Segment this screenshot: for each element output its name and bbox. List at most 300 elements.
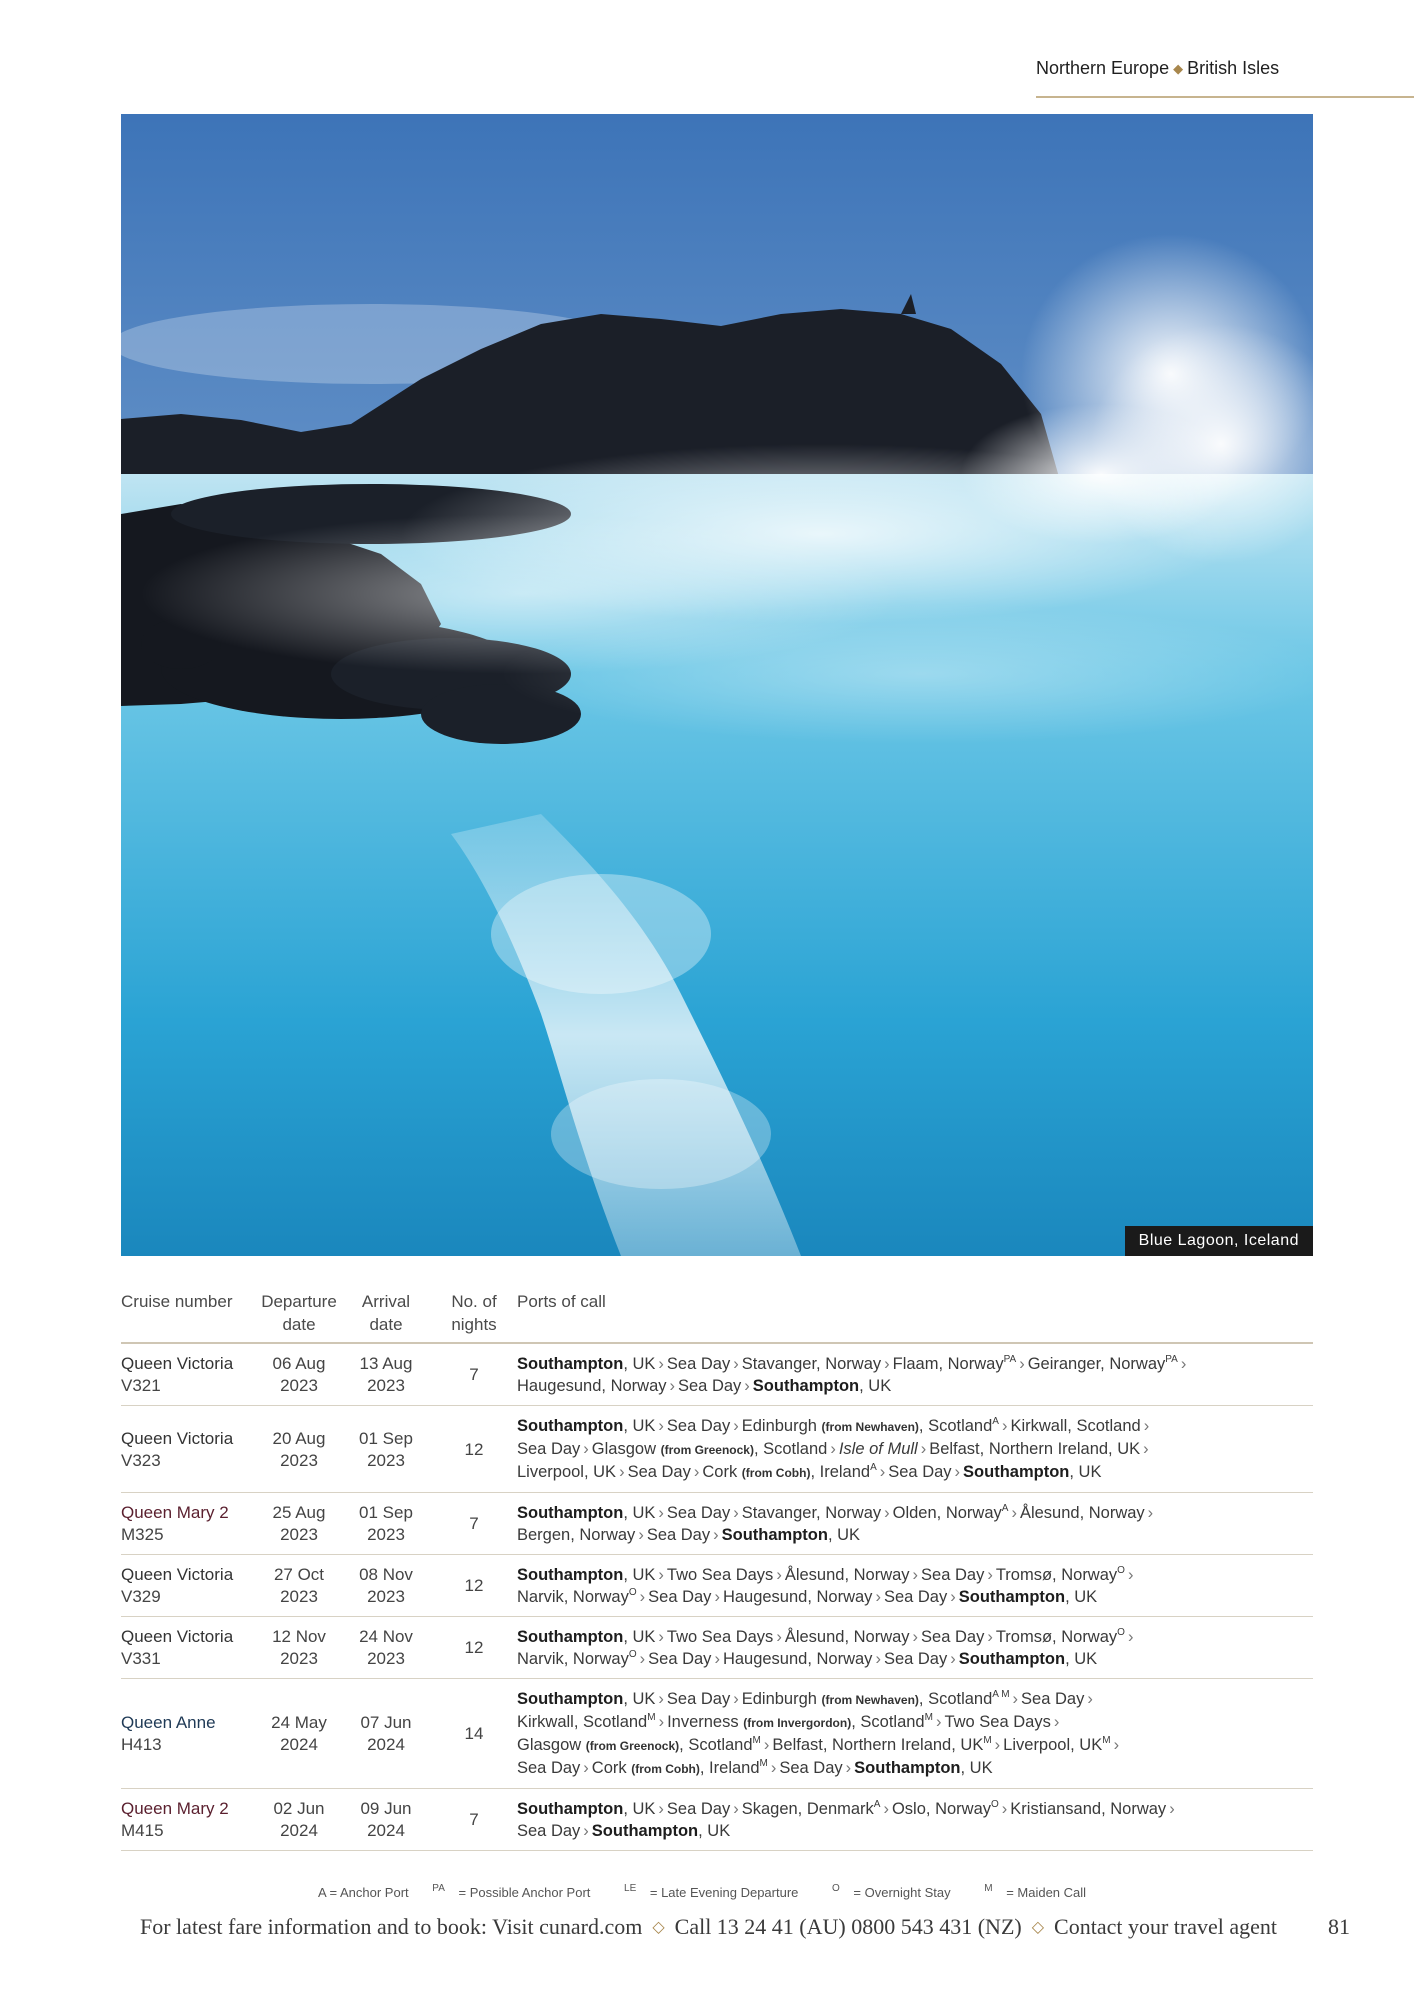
chevron-right-icon: ›	[1113, 1736, 1120, 1754]
cell-nights: 14	[464, 1724, 484, 1743]
chevron-right-icon: ›	[658, 1713, 665, 1731]
subregion-label: British Isles	[1187, 58, 1280, 78]
chevron-right-icon: ›	[733, 1355, 739, 1373]
port: Narvik, Norway	[517, 1588, 629, 1606]
chevron-right-icon: ›	[733, 1417, 739, 1435]
port-mark: M	[924, 1711, 933, 1723]
cell-departure	[257, 1502, 341, 1546]
departure-day: 27 Oct	[273, 1565, 325, 1584]
chevron-right-icon: ›	[733, 1690, 739, 1708]
port: Olden, Norway	[892, 1504, 1002, 1522]
port: Sea Day	[1021, 1690, 1085, 1708]
header-arrival-line2: date	[369, 1315, 403, 1334]
port-country: , UK	[623, 1690, 656, 1708]
port: Haugesund, Norway	[722, 1650, 873, 1668]
legend-key: PA	[432, 1882, 445, 1894]
port-mark: O	[628, 1586, 637, 1598]
chevron-right-icon: ›	[658, 1417, 664, 1435]
port: Stavanger, Norway	[741, 1504, 882, 1522]
chevron-right-icon: ›	[1143, 1440, 1149, 1458]
cruise-code: V331	[121, 1649, 161, 1668]
arrival-year: 2023	[367, 1649, 405, 1668]
cell-nights: 7	[469, 1514, 479, 1533]
port: Stavanger, Norway	[741, 1355, 882, 1373]
port: Sea Day	[517, 1759, 581, 1777]
legend-possible-anchor	[422, 1882, 610, 1900]
cruise-code: H413	[121, 1735, 162, 1754]
ship-name: Queen Victoria	[121, 1428, 234, 1448]
port: Sea Day	[678, 1377, 742, 1395]
departure-year: 2023	[280, 1587, 318, 1606]
port: Two Sea Days	[666, 1566, 774, 1584]
ship-name: Queen Anne	[121, 1713, 216, 1732]
port: Sea Day	[883, 1650, 948, 1668]
chevron-right-icon: ›	[763, 1736, 770, 1754]
cell-ports	[517, 1688, 1313, 1780]
port: Sea Day	[666, 1355, 731, 1373]
port: Narvik, Norway	[517, 1650, 629, 1668]
header-ports: Ports of call	[517, 1292, 606, 1311]
port: Haugesund, Norway	[722, 1588, 873, 1606]
departure-year: 2023	[280, 1525, 318, 1544]
port: Cork	[591, 1759, 627, 1777]
port-country: , UK	[960, 1759, 993, 1777]
chevron-right-icon: ›	[1001, 1800, 1008, 1818]
legend	[0, 1882, 1414, 1900]
legend-overnight	[822, 1882, 971, 1900]
ship-name: Queen Mary 2	[121, 1799, 229, 1818]
table-row	[121, 1555, 1313, 1617]
port: Sea Day	[779, 1759, 843, 1777]
port: Kirkwall, Scotland	[517, 1713, 648, 1731]
port: Southampton	[752, 1377, 860, 1395]
cruise-code: M415	[121, 1821, 164, 1840]
arrival-year: 2023	[367, 1525, 405, 1544]
port: Belfast, Northern Ireland, UK	[929, 1440, 1141, 1458]
port-mark: M	[1102, 1734, 1111, 1746]
chevron-right-icon: ›	[744, 1377, 750, 1395]
page-number: 81	[1328, 1914, 1350, 1939]
chevron-right-icon: ›	[1012, 1690, 1019, 1708]
section-header	[1036, 58, 1279, 79]
port: Kirkwall, Scotland	[1010, 1417, 1141, 1435]
chevron-right-icon: ›	[619, 1463, 625, 1481]
port-note: (from Greenock)	[585, 1739, 680, 1753]
table-row	[121, 1789, 1313, 1851]
footer-agent: Contact your travel agent	[1054, 1914, 1278, 1939]
chevron-right-icon: ›	[1127, 1566, 1134, 1584]
chevron-right-icon: ›	[658, 1355, 664, 1373]
port: Southampton	[958, 1588, 1066, 1606]
port-country: , UK	[623, 1628, 656, 1646]
port-note: (from Newhaven)	[821, 1420, 919, 1434]
legend-late-evening	[614, 1882, 818, 1900]
cruise-code: V323	[121, 1450, 161, 1470]
cell-departure	[257, 1564, 341, 1608]
legend-text: = Late Evening Departure	[646, 1885, 799, 1900]
port-country: , Scotland	[918, 1690, 993, 1708]
arrival-year: 2023	[367, 1587, 405, 1606]
arrival-day: 09 Jun	[360, 1799, 412, 1818]
port-note: (from Newhaven)	[821, 1693, 919, 1707]
chevron-right-icon: ›	[1147, 1504, 1154, 1522]
port: Glasgow	[517, 1736, 582, 1754]
cell-departure	[257, 1626, 341, 1670]
arrival-day: 13 Aug	[359, 1354, 413, 1373]
port-country: , UK	[623, 1566, 656, 1584]
cell-ship	[121, 1428, 257, 1472]
port-country: , UK	[623, 1504, 656, 1522]
legend-key: LE	[624, 1882, 637, 1894]
arrival-year: 2023	[367, 1450, 405, 1470]
port-note: (from Cobh)	[631, 1762, 700, 1776]
chevron-right-icon: ›	[776, 1566, 782, 1584]
cell-ports	[517, 1626, 1313, 1670]
port: Southampton	[517, 1566, 624, 1584]
chevron-right-icon: ›	[1087, 1690, 1093, 1708]
chevron-right-icon: ›	[1011, 1504, 1017, 1522]
cell-ports	[517, 1353, 1313, 1397]
port: Skagen, Denmark	[741, 1800, 874, 1818]
arrival-day: 07 Jun	[360, 1713, 412, 1732]
legend-text: = Possible Anchor Port	[454, 1885, 591, 1900]
cell-arrival	[341, 1428, 431, 1472]
header-nights-line2: nights	[451, 1315, 497, 1334]
port-country: , Scotland	[918, 1417, 993, 1435]
port-country: , UK	[859, 1377, 892, 1395]
port-note: (from Invergordon)	[743, 1716, 852, 1730]
ship-name: Queen Mary 2	[121, 1503, 229, 1522]
port-mark: A	[1001, 1502, 1009, 1514]
cruise-code: V321	[121, 1376, 161, 1395]
port-country: , UK	[623, 1800, 656, 1818]
cell-departure	[257, 1353, 341, 1397]
port: Southampton	[591, 1822, 699, 1840]
port-mark: A	[992, 1415, 999, 1427]
port: Southampton	[854, 1759, 961, 1777]
legend-text: = Maiden Call	[1002, 1885, 1087, 1900]
chevron-right-icon: ›	[714, 1588, 720, 1606]
port: Two Sea Days	[944, 1713, 1051, 1731]
port-country: , UK	[623, 1417, 656, 1435]
chevron-right-icon: ›	[658, 1566, 664, 1584]
port: Sea Day	[627, 1463, 691, 1481]
table-header	[121, 1290, 1313, 1344]
port-mark: O	[628, 1648, 637, 1660]
departure-day: 25 Aug	[272, 1503, 326, 1522]
departure-day: 20 Aug	[272, 1428, 326, 1448]
port: Tromsø, Norway	[995, 1628, 1118, 1646]
legend-text: = Overnight Stay	[849, 1885, 951, 1900]
cell-nights: 12	[464, 1638, 484, 1657]
port: Bergen, Norway	[517, 1526, 636, 1544]
chevron-right-icon: ›	[950, 1588, 956, 1606]
port: Sea Day	[921, 1628, 985, 1646]
departure-year: 2023	[280, 1649, 318, 1668]
chevron-right-icon: ›	[912, 1628, 919, 1646]
port-country: , UK	[698, 1822, 731, 1840]
port: Tromsø, Norway	[995, 1566, 1118, 1584]
chevron-right-icon: ›	[954, 1463, 961, 1481]
chevron-right-icon: ›	[1180, 1355, 1187, 1373]
cell-departure	[257, 1798, 341, 1842]
port: Ålesund, Norway	[784, 1628, 910, 1646]
port: Southampton	[963, 1463, 1070, 1481]
legend-key: O	[832, 1882, 840, 1894]
port: Sea Day	[921, 1566, 985, 1584]
chevron-right-icon: ›	[935, 1713, 942, 1731]
chevron-right-icon: ›	[658, 1504, 664, 1522]
arrival-day: 01 Sep	[359, 1503, 413, 1522]
chevron-right-icon: ›	[950, 1650, 956, 1668]
ship-name: Queen Victoria	[121, 1354, 234, 1373]
departure-day: 12 Nov	[272, 1627, 326, 1646]
port: Sea Day	[517, 1440, 581, 1458]
table-row	[121, 1406, 1313, 1493]
cruise-code: V329	[121, 1587, 161, 1606]
port: Ålesund, Norway	[784, 1566, 910, 1584]
chevron-right-icon: ›	[1169, 1800, 1175, 1818]
diamond-outline-icon: ◇	[1031, 1919, 1045, 1936]
footer-fare-info: For latest fare information and to book: Visit cunard.com	[140, 1914, 643, 1939]
region-label: Northern Europe	[1036, 58, 1170, 78]
departure-year: 2023	[280, 1450, 318, 1470]
cruise-table	[121, 1290, 1313, 1851]
header-departure-line2: date	[282, 1315, 316, 1334]
port-mark: M	[759, 1757, 768, 1769]
port: Southampton	[517, 1690, 624, 1708]
port: Edinburgh	[741, 1690, 817, 1708]
cell-ship	[121, 1626, 257, 1670]
departure-day: 02 Jun	[273, 1799, 325, 1818]
cruise-code: M325	[121, 1525, 164, 1544]
port: Sea Day	[666, 1504, 731, 1522]
chevron-right-icon: ›	[1019, 1355, 1025, 1373]
chevron-right-icon: ›	[994, 1736, 1001, 1754]
cell-arrival	[341, 1626, 431, 1670]
chevron-right-icon: ›	[1053, 1713, 1060, 1731]
port-country: , Ireland	[699, 1759, 760, 1777]
cell-departure	[257, 1712, 341, 1756]
port-mark: A	[870, 1461, 877, 1473]
port: Southampton	[517, 1417, 624, 1435]
departure-year: 2024	[280, 1821, 318, 1840]
diamond-outline-icon: ◇	[652, 1919, 665, 1936]
cell-arrival	[341, 1353, 431, 1397]
port: Glasgow	[591, 1440, 656, 1458]
port: Sea Day	[666, 1800, 731, 1818]
cell-ports	[517, 1564, 1313, 1608]
port: Sea Day	[648, 1588, 712, 1606]
port: Haugesund, Norway	[517, 1377, 667, 1395]
cell-ship	[121, 1502, 257, 1546]
port: Southampton	[721, 1526, 828, 1544]
port: Southampton	[517, 1504, 624, 1522]
diamond-icon: ◆	[1173, 61, 1184, 76]
port: Belfast, Northern Ireland, UK	[772, 1736, 984, 1754]
port-mark: M	[983, 1734, 992, 1746]
chevron-right-icon: ›	[987, 1628, 993, 1646]
chevron-right-icon: ›	[845, 1759, 852, 1777]
port: Sea Day	[888, 1463, 952, 1481]
chevron-right-icon: ›	[713, 1526, 719, 1544]
footer-call: Call 13 24 41 (AU) 0800 543 431 (NZ)	[674, 1914, 1022, 1939]
cell-ship	[121, 1353, 257, 1397]
cell-nights: 12	[464, 1439, 484, 1459]
port: Liverpool, UK	[517, 1463, 617, 1481]
port: Sea Day	[883, 1588, 948, 1606]
port-mark: O	[1117, 1564, 1125, 1576]
port: Flaam, Norway	[892, 1355, 1004, 1373]
port: Sea Day	[666, 1690, 731, 1708]
arrival-day: 24 Nov	[359, 1627, 413, 1646]
departure-year: 2024	[280, 1735, 318, 1754]
chevron-right-icon: ›	[1127, 1628, 1134, 1646]
cell-nights: 12	[464, 1576, 484, 1595]
chevron-right-icon: ›	[658, 1800, 664, 1818]
header-nights-line1: No. of	[451, 1292, 497, 1311]
blue-lagoon-illustration	[121, 114, 1313, 1256]
cell-arrival	[341, 1564, 431, 1608]
port: Inverness	[667, 1713, 739, 1731]
table-row	[121, 1679, 1313, 1789]
port: Southampton	[517, 1355, 624, 1373]
port-country: , UK	[1065, 1588, 1098, 1606]
chevron-right-icon: ›	[1001, 1417, 1008, 1435]
header-divider	[1036, 96, 1414, 98]
chevron-right-icon: ›	[883, 1800, 889, 1818]
cell-ship	[121, 1564, 257, 1608]
port-mark: PA	[1003, 1353, 1017, 1365]
photo-caption: Blue Lagoon, Iceland	[1125, 1226, 1313, 1256]
legend-key: M	[984, 1882, 993, 1894]
port: Southampton	[517, 1628, 624, 1646]
cell-ship	[121, 1798, 257, 1842]
port: Sea Day	[517, 1822, 581, 1840]
ship-name: Queen Victoria	[121, 1627, 234, 1646]
port: Ålesund, Norway	[1019, 1504, 1145, 1522]
header-arrival-line1: Arrival	[361, 1292, 411, 1311]
ship-name: Queen Victoria	[121, 1565, 234, 1584]
cell-ports	[517, 1798, 1313, 1842]
port-mark: A	[873, 1798, 881, 1810]
port: Edinburgh	[741, 1417, 817, 1435]
port-country: , UK	[1069, 1463, 1102, 1481]
cell-arrival	[341, 1502, 431, 1546]
arrival-year: 2023	[367, 1376, 405, 1395]
cell-ship	[121, 1712, 257, 1756]
header-departure-line1: Departure	[261, 1292, 337, 1311]
cell-ports	[517, 1415, 1313, 1484]
arrival-day: 01 Sep	[359, 1428, 413, 1448]
arrival-year: 2024	[367, 1821, 405, 1840]
chevron-right-icon: ›	[733, 1800, 739, 1818]
chevron-right-icon: ›	[884, 1504, 890, 1522]
chevron-right-icon: ›	[776, 1628, 782, 1646]
header-arrival	[341, 1290, 431, 1336]
port-mark: M	[752, 1734, 761, 1746]
cell-nights: 7	[469, 1810, 479, 1829]
cell-arrival	[341, 1712, 431, 1756]
cell-arrival	[341, 1798, 431, 1842]
chevron-right-icon: ›	[830, 1440, 836, 1458]
table-row	[121, 1493, 1313, 1555]
hero-photo	[121, 114, 1313, 1256]
chevron-right-icon: ›	[658, 1690, 664, 1708]
legend-maiden	[974, 1882, 1106, 1900]
chevron-right-icon: ›	[583, 1822, 589, 1840]
chevron-right-icon: ›	[658, 1628, 664, 1646]
chevron-right-icon: ›	[920, 1440, 927, 1458]
chevron-right-icon: ›	[770, 1759, 777, 1777]
chevron-right-icon: ›	[875, 1588, 881, 1606]
cell-ports	[517, 1502, 1313, 1546]
port: Kristiansand, Norway	[1010, 1800, 1167, 1818]
chevron-right-icon: ›	[693, 1463, 700, 1481]
table-row	[121, 1344, 1313, 1406]
chevron-right-icon: ›	[1143, 1417, 1150, 1435]
chevron-right-icon: ›	[639, 1650, 646, 1668]
port: Two Sea Days	[666, 1628, 774, 1646]
header-nights	[431, 1290, 517, 1336]
arrival-day: 08 Nov	[359, 1565, 413, 1584]
port: Cork	[702, 1463, 738, 1481]
header-cruise-number: Cruise number	[121, 1292, 233, 1311]
port: Sea Day	[646, 1526, 711, 1544]
port-mark: PA	[1165, 1353, 1178, 1365]
chevron-right-icon: ›	[583, 1759, 589, 1777]
chevron-right-icon: ›	[669, 1377, 675, 1395]
port-country: , Ireland	[810, 1463, 871, 1481]
port: Liverpool, UK	[1003, 1736, 1103, 1754]
port: Sea Day	[648, 1650, 712, 1668]
chevron-right-icon: ›	[879, 1463, 886, 1481]
chevron-right-icon: ›	[733, 1504, 739, 1522]
port-country: , Scotland	[679, 1736, 753, 1754]
port: Isle of Mull	[838, 1440, 918, 1458]
port: Southampton	[958, 1650, 1066, 1668]
arrival-year: 2024	[367, 1735, 405, 1754]
port: Geiranger, Norway	[1027, 1355, 1166, 1373]
chevron-right-icon: ›	[638, 1526, 644, 1544]
departure-day: 06 Aug	[272, 1354, 326, 1373]
cell-departure	[257, 1428, 341, 1472]
chevron-right-icon: ›	[912, 1566, 919, 1584]
port-note: (from Greenock)	[660, 1443, 754, 1457]
port-country: , UK	[623, 1355, 656, 1373]
port-country: , Scotland	[753, 1440, 828, 1458]
port-country: , UK	[827, 1526, 861, 1544]
cell-nights: 7	[469, 1365, 479, 1384]
port: Sea Day	[666, 1417, 731, 1435]
port-note: (from Cobh)	[741, 1466, 811, 1480]
chevron-right-icon: ›	[875, 1650, 881, 1668]
chevron-right-icon: ›	[639, 1588, 646, 1606]
departure-year: 2023	[280, 1376, 318, 1395]
port: Oslo, Norway	[891, 1800, 991, 1818]
port-country: , UK	[1065, 1650, 1098, 1668]
departure-day: 24 May	[271, 1713, 327, 1732]
chevron-right-icon: ›	[884, 1355, 890, 1373]
header-departure	[257, 1290, 341, 1336]
chevron-right-icon: ›	[583, 1440, 589, 1458]
chevron-right-icon: ›	[987, 1566, 993, 1584]
legend-anchor: A = Anchor Port	[317, 1885, 409, 1900]
port-mark: M	[647, 1711, 656, 1723]
port: Southampton	[517, 1800, 624, 1818]
chevron-right-icon: ›	[714, 1650, 720, 1668]
port-mark: O	[1117, 1626, 1125, 1638]
